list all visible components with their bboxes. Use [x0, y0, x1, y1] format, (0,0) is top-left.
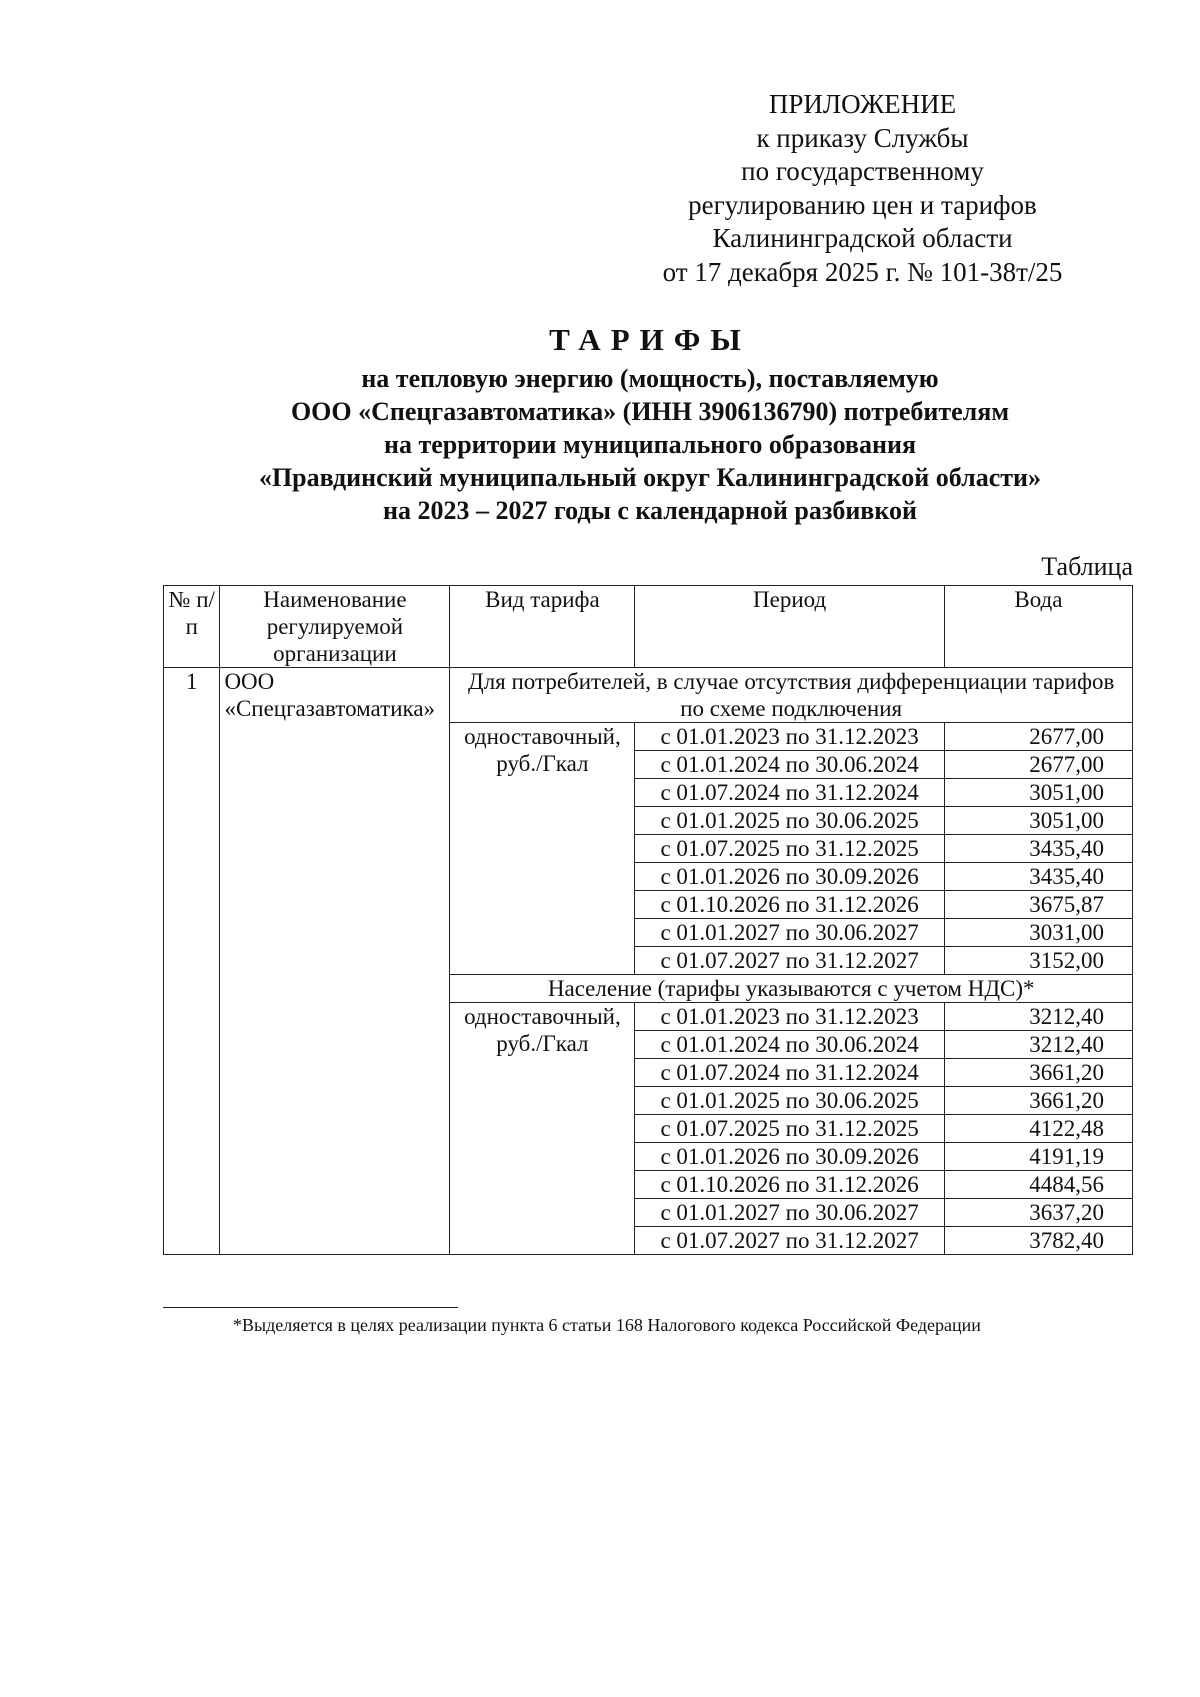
group-title: Население (тарифы указываются с учетом НДС)*	[450, 975, 1133, 1003]
tariff-value: 3637,20	[944, 1199, 1132, 1227]
period-cell: с 01.07.2024 по 31.12.2024	[635, 1059, 944, 1087]
tariff-value: 3661,20	[944, 1087, 1132, 1115]
title-line: на 2023 – 2027 годы с календарной разбивкой	[383, 496, 917, 525]
group-title-row	[164, 668, 1133, 723]
table-header-row	[164, 586, 1133, 668]
table-label: Таблица	[1041, 552, 1133, 581]
appendix-line: ПРИЛОЖЕНИЕ	[768, 89, 957, 119]
period-cell: с 01.10.2026 по 31.12.2026	[635, 891, 944, 919]
tariff-value: 3212,40	[944, 1003, 1132, 1031]
period-cell: с 01.01.2026 по 30.09.2026	[635, 1143, 944, 1171]
appendix-line: от 17 декабря 2025 г. № 101-38т/25	[662, 256, 1063, 287]
appendix-line: регулированию цен и тарифов	[688, 189, 1037, 220]
document-title	[150, 322, 1150, 527]
tariff-value: 4484,56	[944, 1171, 1132, 1199]
appendix-line: к приказу Службы	[756, 122, 969, 153]
row-number: 1	[164, 668, 220, 1255]
period-cell: с 01.07.2024 по 31.12.2024	[635, 779, 944, 807]
period-cell: с 01.01.2023 по 31.12.2023	[635, 1003, 944, 1031]
group-title: Для потребителей, в случае отсутствия дифференциации тарифов по схеме подключения	[450, 668, 1133, 723]
period-cell: с 01.01.2025 по 30.06.2025	[635, 807, 944, 835]
tariff-value: 3152,00	[944, 947, 1132, 975]
title-line: на тепловую энергию (мощность), поставляемую	[361, 364, 939, 393]
period-cell: с 01.01.2027 по 30.06.2027	[635, 919, 944, 947]
period-cell: с 01.01.2024 по 30.06.2024	[635, 751, 944, 779]
tariff-value: 3675,87	[944, 891, 1132, 919]
period-cell: с 01.01.2024 по 30.06.2024	[635, 1031, 944, 1059]
period-cell: с 01.10.2026 по 31.12.2026	[635, 1171, 944, 1199]
period-cell: с 01.01.2025 по 30.06.2025	[635, 1087, 944, 1115]
tariff-value: 4191,19	[944, 1143, 1132, 1171]
period-cell: с 01.07.2025 по 31.12.2025	[635, 835, 944, 863]
period-cell: с 01.07.2027 по 31.12.2027	[635, 947, 944, 975]
tariff-value: 3661,20	[944, 1059, 1132, 1087]
header-water: Вода	[944, 586, 1132, 668]
header-org: Наименование регулируемой организации	[220, 586, 450, 668]
period-cell: с 01.01.2027 по 30.06.2027	[635, 1199, 944, 1227]
appendix-line: по государственному	[741, 156, 984, 186]
tariff-value: 2677,00	[944, 723, 1132, 751]
footnote: *Выделяется в целях реализации пункта 6 статьи 168 Налогового кодекса Российской Федерации	[233, 1315, 981, 1335]
header-num: № п/п	[164, 586, 220, 668]
tariff-value: 4122,48	[944, 1115, 1132, 1143]
header-period: Период	[635, 586, 944, 668]
footnote-divider	[163, 1307, 458, 1308]
tariff-value: 2677,00	[944, 751, 1132, 779]
period-cell: с 01.01.2023 по 31.12.2023	[635, 723, 944, 751]
organization-name: ООО «Спецгазавтоматика»	[220, 668, 450, 1255]
tariff-kind: одноставочный, руб./Гкал	[450, 1003, 635, 1255]
tariff-value: 3212,40	[944, 1031, 1132, 1059]
period-cell: с 01.01.2026 по 30.09.2026	[635, 863, 944, 891]
tariff-value: 3782,40	[944, 1227, 1132, 1255]
title-line: «Правдинский муниципальный округ Калининградской области»	[258, 463, 1042, 492]
tariff-value: 3435,40	[944, 863, 1132, 891]
tariff-value: 3031,00	[944, 919, 1132, 947]
appendix-line: Калининградской области	[712, 223, 1013, 253]
title-main: ТАРИФЫ	[549, 322, 751, 357]
title-line: ООО «Спецгазавтоматика» (ИНН 3906136790) потребителям	[290, 397, 1010, 426]
tariff-table	[163, 585, 1133, 1255]
header-kind: Вид тарифа	[450, 586, 635, 668]
period-cell: с 01.07.2027 по 31.12.2027	[635, 1227, 944, 1255]
tariff-kind: одноставочный, руб./Гкал	[450, 723, 635, 975]
title-line: на территории муниципального образования	[383, 430, 917, 459]
tariff-value: 3051,00	[944, 779, 1132, 807]
appendix-block	[620, 88, 1105, 289]
tariff-value: 3435,40	[944, 835, 1132, 863]
period-cell: с 01.07.2025 по 31.12.2025	[635, 1115, 944, 1143]
tariff-value: 3051,00	[944, 807, 1132, 835]
